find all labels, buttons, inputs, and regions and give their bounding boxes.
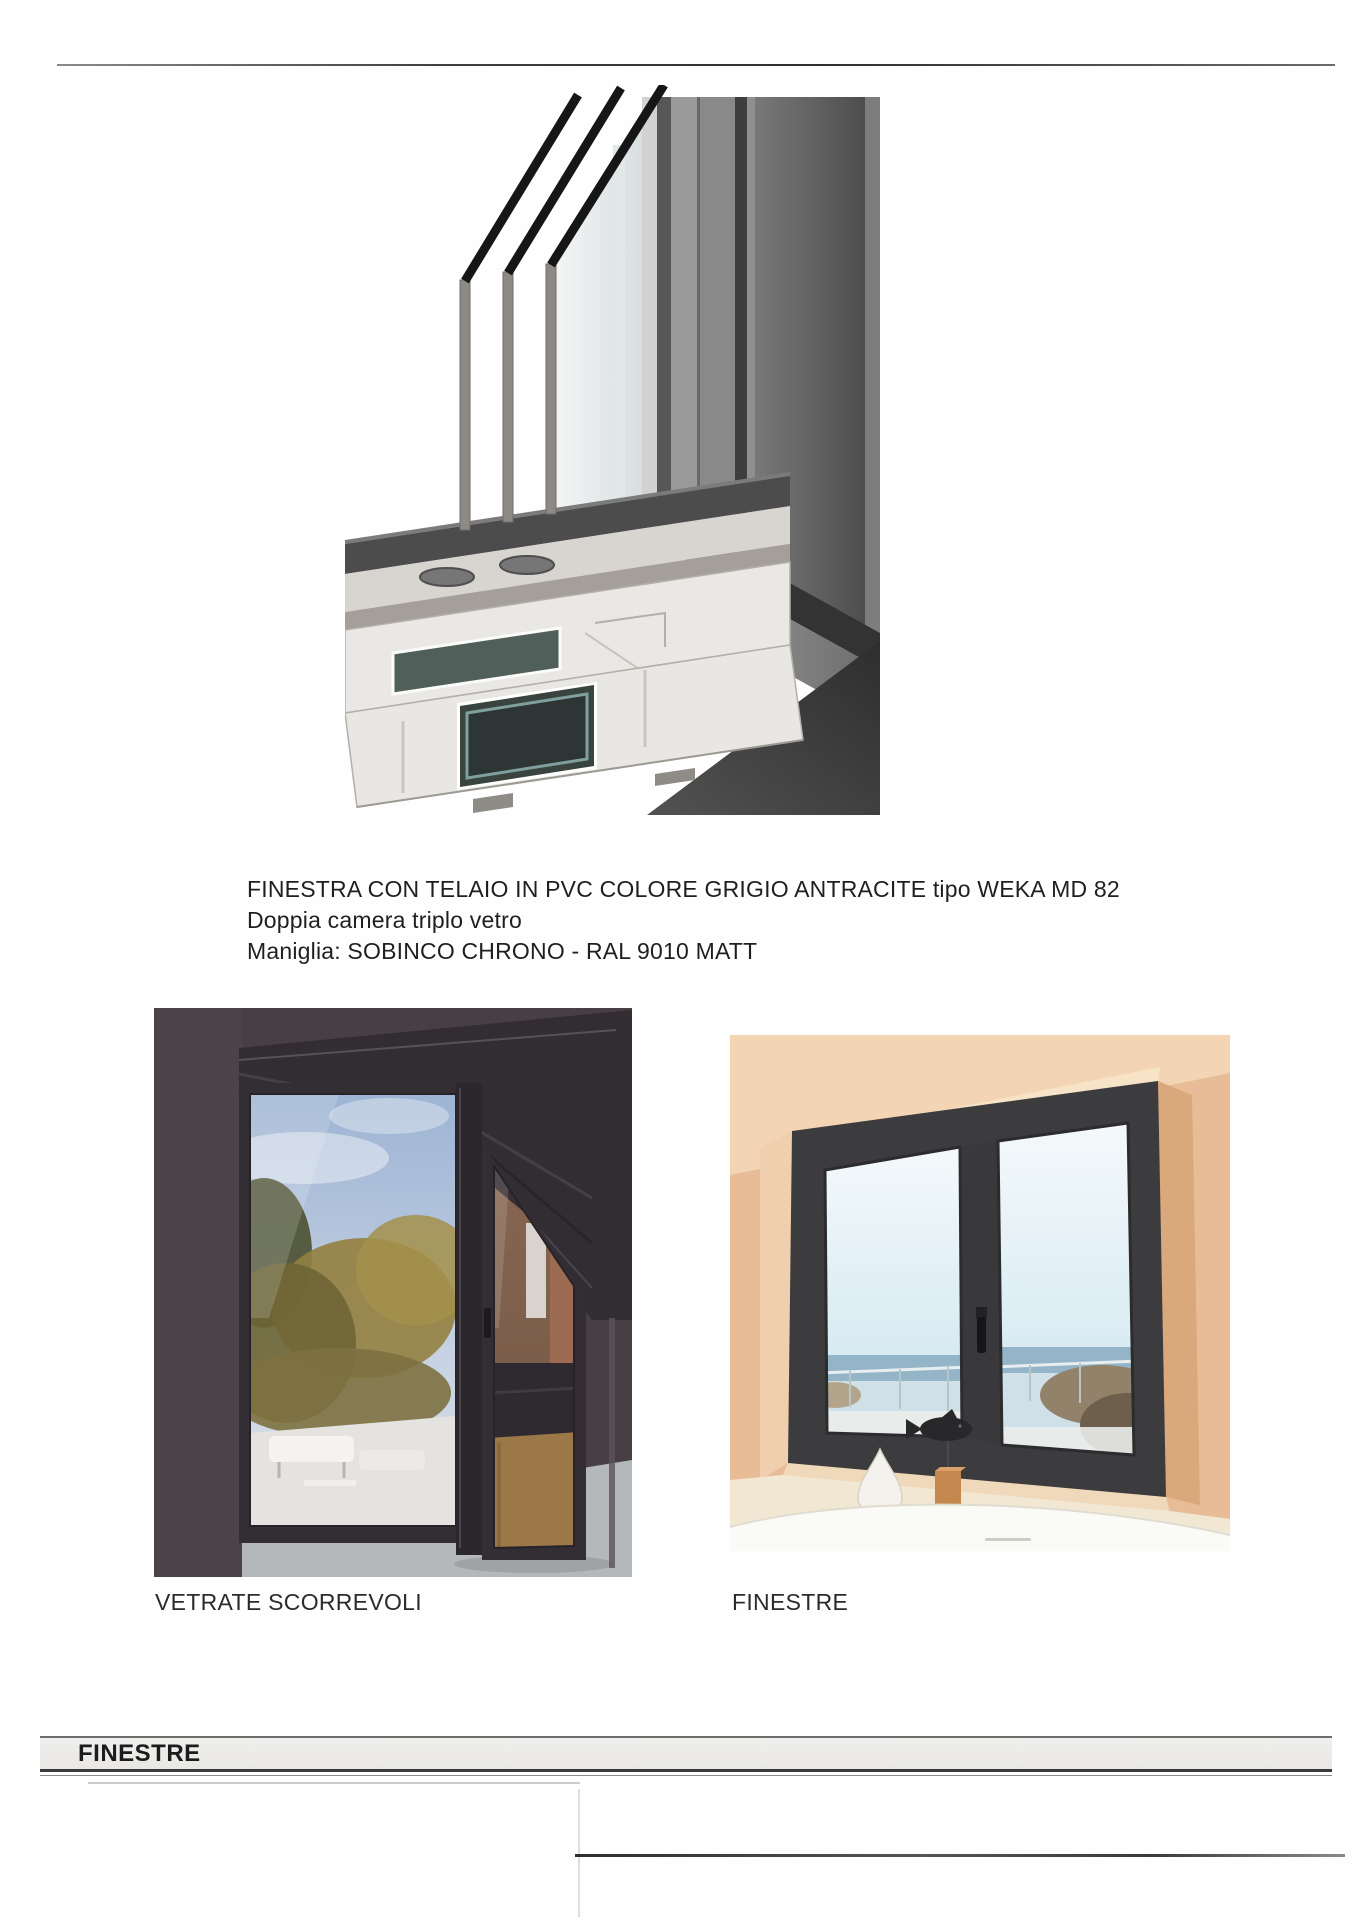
profile-foot <box>473 793 513 813</box>
door-handle <box>484 1308 491 1338</box>
window-frame <box>788 1081 1176 1497</box>
profile-foot <box>655 768 695 786</box>
caption-right: FINESTRE <box>732 1589 849 1615</box>
scan-artifact-line <box>88 1782 580 1784</box>
sliding-doors-svg <box>154 1008 632 1577</box>
footer-rule-thin <box>40 1775 1332 1776</box>
sliding-doors-figure <box>154 1008 632 1577</box>
window-profile-svg <box>345 85 880 815</box>
center-mullion <box>960 1141 1002 1445</box>
footer-section <box>40 1736 1332 1776</box>
window-profile-figure <box>345 85 880 815</box>
description-line-2: Doppia camera triplo vetro <box>247 907 522 933</box>
footer-band <box>40 1736 1332 1769</box>
caption-left: VETRATE SCORREVOLI <box>155 1589 422 1615</box>
description-block <box>247 874 1120 967</box>
description-line-3: Maniglia: SOBINCO CHRONO - RAL 9010 MATT <box>247 938 758 964</box>
window-handle <box>977 1317 986 1353</box>
terrace-reflection <box>250 1416 456 1526</box>
casement-window-svg <box>730 1035 1230 1551</box>
casement-window-figure <box>730 1035 1230 1551</box>
description-line-1: FINESTRA CON TELAIO IN PVC COLORE GRIGIO ANTRACITE tipo WEKA MD 82 <box>247 876 1120 902</box>
fixed-glass-panel <box>216 1083 476 1543</box>
scan-artifact-vline <box>578 1789 580 1917</box>
bottom-rule <box>575 1854 1345 1857</box>
footer-label: FINESTRE <box>78 1739 201 1767</box>
top-rule <box>57 64 1335 66</box>
